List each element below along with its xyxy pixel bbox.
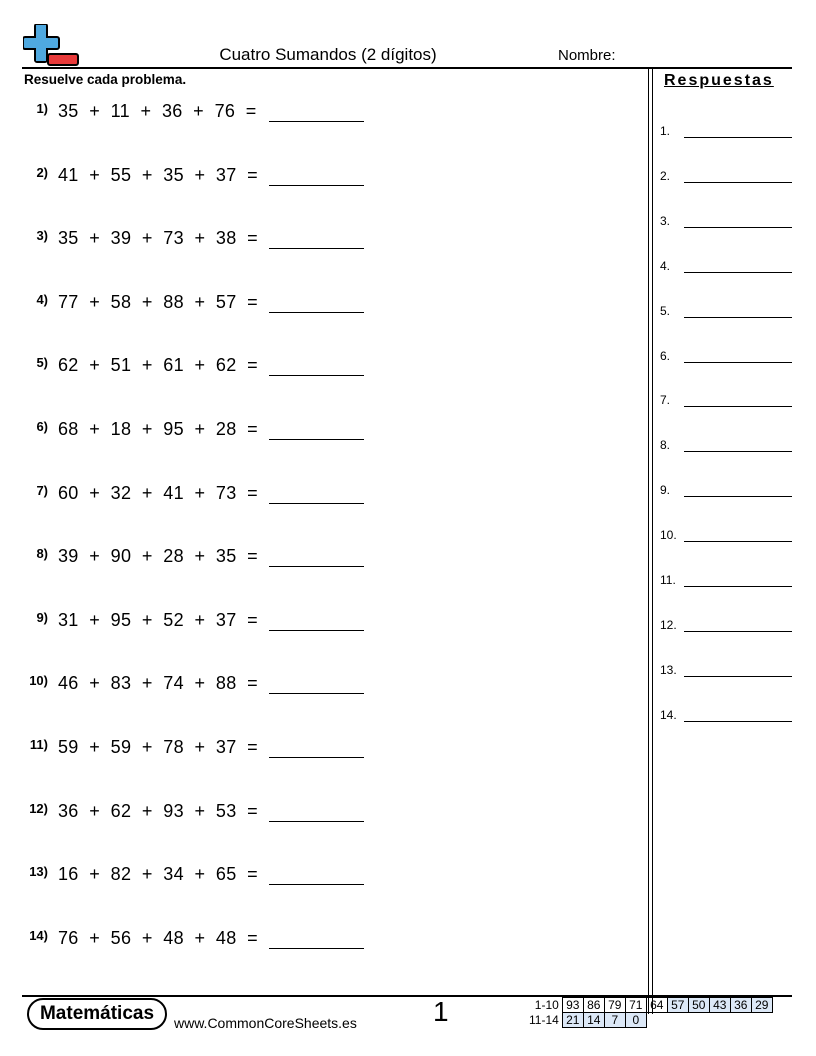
answer-key-cell: 93 [562,998,583,1013]
problem-row [0,673,645,703]
problem-expression: 59 + 59 + 78 + 37 = [58,737,258,757]
problem-row [0,101,645,131]
problem-row [0,355,645,385]
answer-line[interactable] [684,227,792,228]
answer-label: 2. [660,168,671,183]
answer-blank[interactable] [269,884,364,885]
page-number: 1 [433,996,449,1027]
page-title: Cuatro Sumandos (2 dígitos) [219,45,437,64]
problem-expression: 62 + 51 + 61 + 62 = [58,355,258,376]
problem-row [0,165,645,195]
answer-label: 6. [660,348,671,363]
problem-expression: 60 + 32 + 41 + 73 = [58,482,258,503]
problem-row [0,801,645,831]
problem-number: 12) [29,800,48,816]
answer-key-cell: 79 [604,998,625,1013]
problem-row [0,483,645,513]
problem-number: 14) [29,927,48,943]
site-link[interactable]: www.CommonCoreSheets.es [174,1015,357,1031]
answer-line[interactable] [684,317,792,318]
answer-key-range: 1-10 [534,998,559,1012]
answer-row [660,528,792,548]
answer-line[interactable] [684,541,792,542]
answer-line[interactable] [684,406,792,407]
answers-title: Respuestas [664,72,774,89]
answer-row [660,124,792,144]
problem-number: 7) [36,482,48,498]
answer-label: 4. [660,258,671,273]
answer-key-cell: 14 [583,1013,604,1028]
answer-row [660,573,792,593]
answer-key-range: 11-14 [529,1013,559,1027]
answer-row [660,483,792,503]
problem-row [0,546,645,576]
problem-number: 3) [36,228,48,244]
answer-blank[interactable] [269,248,364,249]
problem-expression: 46 + 83 + 74 + 88 = [58,673,258,694]
answer-label: 13. [660,662,677,677]
answer-label: 1. [660,124,671,138]
subject-badge: Matemáticas [27,998,167,1030]
answer-line[interactable] [684,721,792,722]
problem-expression: 36 + 62 + 93 + 53 = [58,800,258,821]
problem-number: 13) [29,864,48,880]
problem-row [0,928,645,958]
problem-row [0,228,645,258]
answer-key-row [527,1013,772,1028]
answer-blank[interactable] [269,693,364,694]
answer-line[interactable] [684,362,792,363]
answer-label: 10. [660,528,677,543]
problem-row [0,292,645,322]
answer-blank[interactable] [269,439,364,440]
answer-blank[interactable] [269,566,364,567]
problem-expression: 35 + 11 + 36 + 76 = [58,101,257,121]
answer-label: 7. [660,393,671,408]
problem-number: 9) [36,609,48,625]
answer-row [660,304,792,324]
problem-expression: 41 + 55 + 35 + 37 = [58,164,258,185]
problem-expression: 76 + 56 + 48 + 48 = [58,927,258,948]
answer-line[interactable] [684,631,792,632]
answer-row [660,438,792,458]
answer-row [660,169,792,189]
answer-label: 14. [660,707,677,722]
answer-blank[interactable] [269,375,364,376]
answer-line[interactable] [684,182,792,183]
problem-expression: 68 + 18 + 95 + 28 = [58,419,258,439]
answer-row [660,708,792,728]
answer-row [660,214,792,234]
answer-key-row [527,998,772,1013]
answer-line[interactable] [684,137,792,138]
problem-expression: 77 + 58 + 88 + 57 = [58,291,258,312]
answer-line[interactable] [684,676,792,677]
top-divider [22,67,792,69]
answer-key-cell: 86 [583,998,604,1013]
problem-number: 5) [36,355,48,371]
problem-number: 11) [29,737,48,752]
problem-expression: 39 + 90 + 28 + 35 = [58,546,258,567]
answer-key-cell: 36 [730,998,751,1013]
problem-row [0,419,645,449]
instructions: Resuelve cada problema. [24,72,187,87]
answer-key-cell: 21 [562,1013,583,1028]
problem-expression: 16 + 82 + 34 + 65 = [58,864,258,885]
problem-expression: 31 + 95 + 52 + 37 = [58,609,258,630]
answer-label: 12. [660,617,677,632]
column-divider [648,68,653,1014]
answer-row [660,393,792,413]
answer-blank[interactable] [269,312,364,313]
problem-number: 4) [36,291,48,307]
answer-blank[interactable] [269,630,364,631]
problem-number: 6) [36,419,48,434]
answer-blank[interactable] [269,757,364,758]
answer-line[interactable] [684,272,792,273]
answer-row [660,259,792,279]
answer-label: 5. [660,303,671,318]
problem-number: 1) [36,101,48,116]
answer-blank[interactable] [269,121,364,122]
answer-blank[interactable] [269,948,364,949]
answer-label: 3. [660,213,671,228]
answer-key-cell: 50 [688,998,709,1013]
problem-number: 10) [29,673,48,689]
answer-blank[interactable] [269,503,364,504]
answer-label: 8. [660,438,671,453]
answer-key-cell: 7 [604,1013,625,1028]
answer-key-cell: 71 [625,998,646,1013]
answer-key-cell: 0 [625,1013,646,1028]
answer-row [660,349,792,369]
answer-line[interactable] [684,586,792,587]
name-label: Nombre: [558,47,616,64]
problem-row [0,864,645,894]
problem-number: 2) [36,164,48,180]
problem-row [0,610,645,640]
answer-line[interactable] [684,451,792,452]
problem-row [0,737,645,767]
answer-row [660,663,792,683]
problem-number: 8) [36,546,48,562]
answer-label: 11. [660,573,676,587]
answer-line[interactable] [684,496,792,497]
answer-key [527,997,773,1028]
answer-row [660,618,792,638]
answer-key-cell: 57 [667,998,688,1013]
problem-expression: 35 + 39 + 73 + 38 = [58,228,258,249]
answer-key-cell: 64 [646,998,667,1013]
answer-key-cell: 43 [709,998,730,1013]
answer-key-cell: 29 [751,998,772,1013]
answer-label: 9. [660,483,671,498]
answer-blank[interactable] [269,185,364,186]
answer-blank[interactable] [269,821,364,822]
